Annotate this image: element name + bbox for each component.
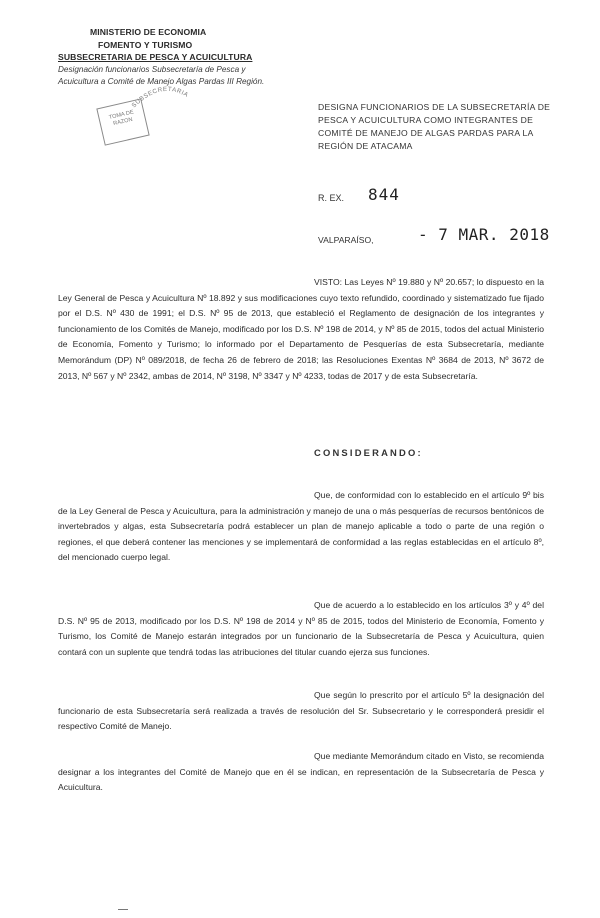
- header-designation-line2: Acuicultura a Comité de Manejo Algas Pardas III Región.: [58, 77, 265, 87]
- received-stamp: [96, 98, 149, 145]
- considerando-paragraph-3: Que según lo prescrito por el artículo 5º la designación del funcionario de esta Subsecretaría será realizada a través de resolución del Sr. Subsecretario y le corresponderá presidir el respectivo Comité de Manejo.: [58, 690, 544, 732]
- resolution-date: - 7 MAR. 2018: [418, 225, 550, 244]
- header-ministry: MINISTERIO DE ECONOMIA: [90, 27, 207, 37]
- visto-paragraph: VISTO: Las Leyes Nº 19.880 y Nº 20.657; lo dispuesto en la Ley General de Pesca y Acuicultura Nº 18.892 y sus modificaciones cuyo texto refundido, coordinado y sistematizado fue fijado por el D.S. Nº 430 de 1991; el D.S. Nº 95 de 2013, que estableció el Reglamento de designación de los integrantes y funcionamiento de los Comités de Manejo, modificado por los D.S. Nº 198 de 2014, y Nº 85 de 2015, todos del actual Ministerio de Economía, Fomento y Turismo; lo informado por el Departamento de Pesquerías de esta Subsecretaría, mediante Memorándum (DP) Nº 089/2018, de fecha 26 de febrero de 2018; las Resoluciones Exentas Nº 3684 de 2013, Nº 3672 de 2013, Nº 567 y Nº 2342, ambas de 2014, Nº 3198, Nº 3347 y Nº 4233, todas de 2017 y de esta Subsecretaría.: [58, 277, 544, 381]
- considerando-paragraph-1: Que, de conformidad con lo establecido en el artículo 9º bis de la Ley General de Pesca y Acuicultura, para la administración y manejo de una o más pesquerías de recursos bentónicos de invertebrados y algas, esta Subsecretaría podrá establecer un plan de manejo aplicable a todo o parte de una región o regiones, el que deberá contener las menciones y se implementará de conformidad a las reglas establecidas en el artículo 8º, del mencionado cuerpo legal.: [58, 490, 544, 563]
- ministry-header: [58, 26, 264, 89]
- stamp-text: TOMA DE RAZON: [108, 109, 135, 128]
- footer-mark: [118, 909, 128, 910]
- header-designation-line1: Designación funcionarios Subsecretaría de Pesca y: [58, 64, 246, 74]
- resolution-label: R. EX.: [318, 193, 345, 203]
- considerando-heading: CONSIDERANDO:: [314, 447, 423, 458]
- considerando-paragraph-4: Que mediante Memorándum citado en Visto, se recomienda designar a los integrantes del Comité de Manejo que en él se indican, en representación de la Subsecretaría de Pesca y Acuicultura.: [58, 751, 544, 793]
- resolution-subject: DESIGNA FUNCIONARIOS DE LA SUBSECRETARÍA DE PESCA Y ACUICULTURA COMO INTEGRANTES DE COMITÉ DE MANEJO DE ALGAS PARDAS PARA LA REGIÓN DE ATACAMA: [318, 102, 551, 151]
- considerando-paragraph-2: Que de acuerdo a lo establecido en los artículos 3º y 4º del D.S. Nº 95 de 2013, modificado por los D.S. Nº 198 de 2014 y Nº 85 de 2015, todos del Ministerio de Economía, Fomento y Turismo, los Comité de Manejo estarán integrados por un funcionario de la Subsecretaría de Pesca y Acuicultura, quien contará con un suplente que tendrá todas las atribuciones del titular cuando ejerza sus funciones.: [58, 600, 544, 657]
- seal-curve-text: SUBSECRETARIA: [130, 85, 190, 110]
- resolution-place: VALPARAÍSO,: [318, 235, 374, 245]
- header-fomento: FOMENTO Y TURISMO: [98, 39, 193, 50]
- resolution-number: 844: [368, 185, 400, 204]
- header-subsecretaria: SUBSECRETARIA DE PESCA Y ACUICULTURA: [58, 52, 253, 63]
